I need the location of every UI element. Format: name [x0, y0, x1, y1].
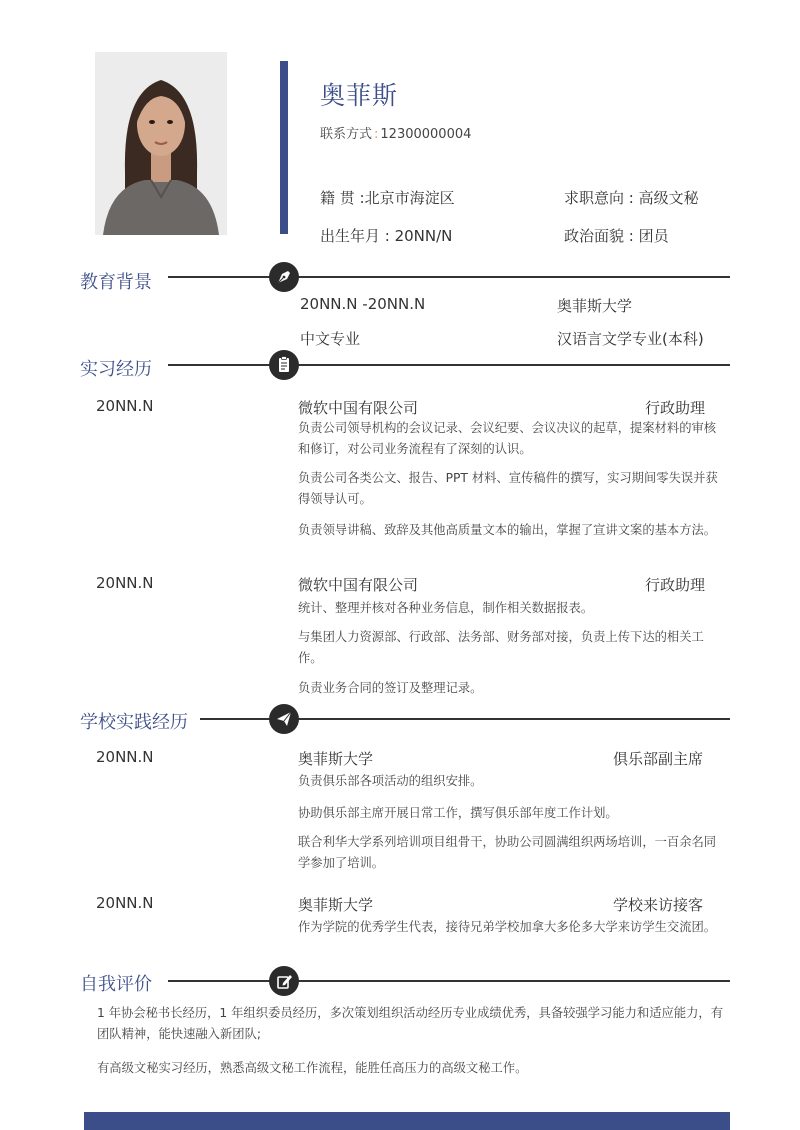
internship-1-date: 20NN.N: [96, 397, 154, 415]
campus-1-org: 奥菲斯大学: [298, 750, 374, 768]
political-status: 政治面貌 : 团员: [564, 227, 669, 245]
self-eval-paragraph-1: 1 年协会秘书长经历，1 年组织委员经历，多次策划组织活动经历专业成绩优秀，具备较强学习能力和适应能力，有团队精神，能快速融入新团队;: [97, 1006, 724, 1041]
campus-2-date: 20NN.N: [96, 894, 154, 912]
internship-2-duty-3: 负责业务合同的签订及整理记录。: [298, 681, 483, 695]
campus-1-duty-1: 负责俱乐部各项活动的组织安排。: [298, 774, 483, 788]
internship-1-duty-1: 负责公司领导机构的会议记录、会议纪要、会议决议的起草，提案材料的审核和修订，对公司业务流程有了深刻的认识。: [298, 421, 717, 456]
campus-1-duty-3: 联合利华大学系列培训项目组骨干，协助公司圆满组织两场培训，一百余名同学参加了培训。: [298, 835, 717, 870]
internship-1-company: 微软中国有限公司: [298, 399, 419, 417]
section-divider-self-eval: [168, 980, 730, 982]
campus-1-role: 俱乐部副主席: [613, 750, 704, 768]
header-accent-bar: [280, 61, 288, 234]
internship-2-date: 20NN.N: [96, 574, 154, 592]
internship-2-role: 行政助理: [645, 576, 706, 594]
campus-1-duty-2: 协助俱乐部主席开展日常工作，撰写俱乐部年度工作计划。: [298, 806, 618, 820]
campus-1-date: 20NN.N: [96, 748, 154, 766]
campus-2-org: 奥菲斯大学: [298, 896, 374, 914]
birth-date: 出生年月 : 20NN/N: [320, 227, 453, 245]
job-intention: 求职意向 : 高级文秘: [564, 189, 699, 207]
internship-2-duty-1: 统计、整理并核对各种业务信息，制作相关数据报表。: [298, 601, 594, 615]
footer-accent-bar: [84, 1112, 730, 1130]
internship-1-role: 行政助理: [645, 399, 706, 417]
section-title-education: 教育背景: [80, 272, 152, 293]
education-period: 20NN.N -20NN.N: [300, 295, 426, 313]
campus-2-duty-1: 作为学院的优秀学生代表，接待兄弟学校加拿大多伦多大学来访学生交流团。: [298, 920, 717, 934]
contact-label: 联系方式: [320, 127, 373, 142]
education-major: 中文专业: [300, 330, 361, 348]
self-eval-paragraph-2: 有高级文秘实习经历，熟悉高级文秘工作流程，能胜任高压力的高级文秘工作。: [97, 1061, 528, 1075]
section-title-self-eval: 自我评价: [80, 974, 152, 995]
internship-2-duty-2: 与集团人力资源部、行政部、法务部、财务部对接，负责上传下达的相关工作。: [298, 630, 704, 665]
section-divider-internship: [168, 364, 730, 366]
contact-line: 联系方式 : 12300000004: [320, 127, 472, 142]
pen-nib-icon: [269, 262, 299, 292]
native-place: 籍 贯 :北京市海淀区: [320, 189, 455, 207]
candidate-name: 奥菲斯: [320, 81, 399, 110]
edit-icon: [269, 966, 299, 996]
contact-value: 12300000004: [380, 127, 472, 142]
internship-1-duty-2: 负责公司各类公文、报告、PPT 材料、宣传稿件的撰写，实习期间零失误并获得领导认可。: [298, 471, 718, 506]
section-title-campus: 学校实践经历: [80, 712, 188, 733]
profile-photo: [95, 52, 227, 235]
internship-1-duty-3: 负责领导讲稿、致辞及其他高质量文本的输出，掌握了宣讲文案的基本方法。: [298, 523, 717, 537]
clipboard-icon: [269, 350, 299, 380]
paper-plane-icon: [269, 704, 299, 734]
education-degree: 汉语言文学专业(本科): [557, 330, 704, 348]
section-divider-education: [168, 276, 730, 278]
section-title-internship: 实习经历: [80, 359, 152, 380]
education-school: 奥菲斯大学: [557, 297, 633, 315]
campus-2-role: 学校来访接客: [613, 896, 704, 914]
internship-2-company: 微软中国有限公司: [298, 576, 419, 594]
